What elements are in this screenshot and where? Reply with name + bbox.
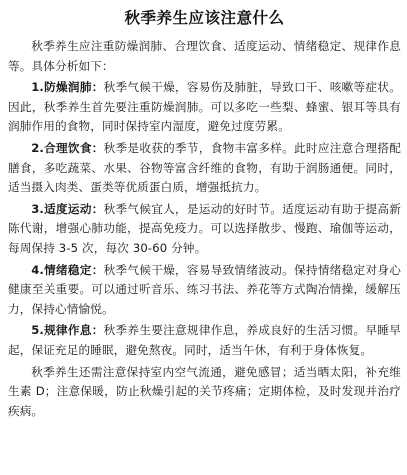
section-heading: 3.适度运动： — [31, 201, 104, 216]
section-text: 秋季气候干燥，容易伤及肺脏，导致口干、咳嗽等症状。因此，秋季养生首先要注重防燥润肺。可以多吃一些梨、蜂蜜、银耳等具有润肺作用的食物，同时保持室内湿度，避免过度劳累。 — [8, 80, 401, 134]
outro-paragraph: 秋季养生还需注意保持室内空气流通，避免感冒；适当晒太阳，补充维生素 D；注意保暖，防止秋燥引起的关节疼痛；定期体检，及时发现并治疗疾病。 — [8, 364, 401, 418]
section-shidu-yundong — [8, 200, 401, 259]
section-fangzao-runfei — [8, 78, 401, 137]
section-heading: 1.防燥润肺： — [31, 80, 104, 95]
section-heading: 5.规律作息： — [31, 323, 104, 338]
intro-paragraph: 秋季养生应注重防燥润肺、合理饮食、适度运动、情绪稳定、规律作息等。具体分析如下： — [8, 39, 401, 73]
section-heading: 2.合理饮食： — [31, 140, 104, 155]
section-text: 秋季气候宜人，是运动的好时节。适度运动有助于提高新陈代谢，增强心肺功能，提高免疫力。可以选择散步、慢跑、瑜伽等运动，每周保持 3-5 次，每次 30-60 分钟。 — [8, 201, 401, 255]
article-title: 秋季养生应该注意什么 — [124, 9, 285, 27]
section-qingxu-wending — [8, 261, 401, 320]
section-text: 秋季气候干燥，容易导致情绪波动。保持情绪稳定对身心健康至关重要。可以通过听音乐、练习书法、养花等方式陶冶情操，缓解压力，保持心情愉悦。 — [8, 262, 401, 316]
section-heading: 4.情绪稳定： — [31, 262, 104, 277]
section-guilv-zuoxi — [8, 321, 401, 360]
section-heli-yinshi — [8, 139, 401, 198]
section-text: 秋季是收获的季节，食物丰富多样。此时应注意合理搭配膳食，多吃蔬菜、水果、谷物等富含纤维的食物，有助于润肠通便。同时，适当摄入肉类、蛋类等优质蛋白质，增强抵抗力。 — [8, 140, 401, 195]
section-text: 秋季养生要注意规律作息，养成良好的生活习惯。早睡早起，保证充足的睡眠，避免熬夜。同时，适当午休，有利于身体恢复。 — [8, 323, 401, 357]
